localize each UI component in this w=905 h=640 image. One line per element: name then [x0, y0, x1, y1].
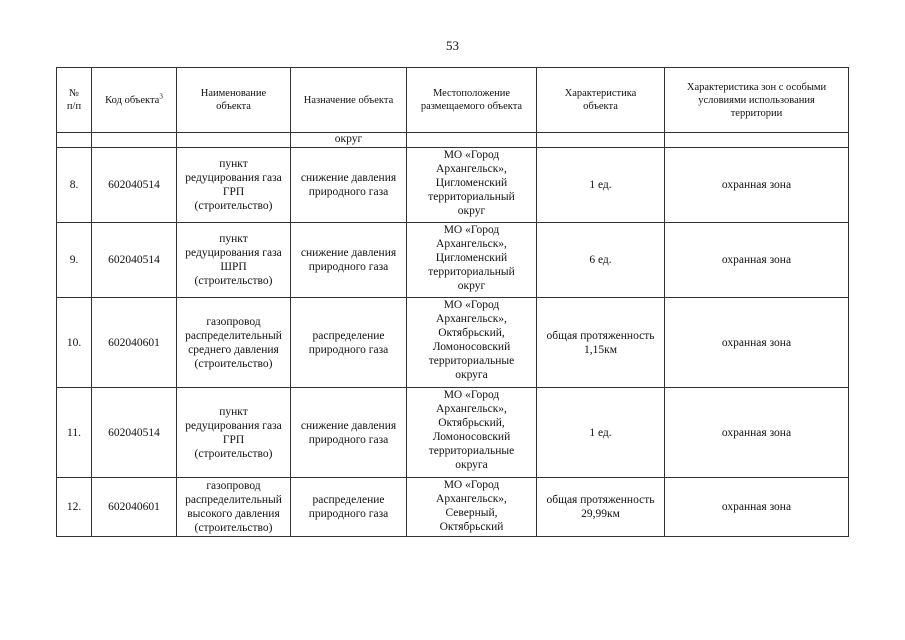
- cell-location: округ: [291, 133, 407, 148]
- cell-purpose: снижение давления природного газа: [291, 148, 407, 223]
- cell-num: 10.: [57, 298, 92, 388]
- cell-code: 602040601: [92, 478, 177, 537]
- header-code-footnote: 3: [159, 92, 163, 100]
- header-characteristic: Характеристика объекта: [537, 68, 665, 133]
- cell-empty: [177, 133, 291, 148]
- table-row: [57, 223, 849, 298]
- header-code: [92, 68, 177, 133]
- table-row: [57, 148, 849, 223]
- cell-location: МО «Город Архангельск», Цигломенский территориальный округ: [407, 223, 537, 298]
- table-row: [57, 478, 849, 537]
- cell-name: пункт редуцирования газа ГРП (строительство): [177, 388, 291, 478]
- cell-location: МО «Город Архангельск», Октябрьский, Ломоносовский территориальные округа: [407, 298, 537, 388]
- page-number: 53: [446, 38, 459, 53]
- cell-num: 12.: [57, 478, 92, 537]
- header-purpose: Назначение объекта: [291, 68, 407, 133]
- table-row-continuation: [57, 133, 849, 148]
- cell-location: МО «Город Архангельск», Цигломенский территориальный округ: [407, 148, 537, 223]
- cell-zone: охранная зона: [665, 223, 849, 298]
- cell-name: газопровод распределительный среднего давления (строительство): [177, 298, 291, 388]
- table-row: [57, 388, 849, 478]
- cell-name: пункт редуцирования газа ГРП (строительство): [177, 148, 291, 223]
- cell-empty: [537, 133, 665, 148]
- cell-code: 602040514: [92, 223, 177, 298]
- cell-code: 602040601: [92, 298, 177, 388]
- objects-table: [56, 67, 849, 537]
- cell-empty: [92, 133, 177, 148]
- cell-purpose: распределение природного газа: [291, 298, 407, 388]
- cell-empty: [57, 133, 92, 148]
- cell-characteristic: 1 ед.: [537, 388, 665, 478]
- cell-location: МО «Город Архангельск», Октябрьский, Ломоносовский территориальные округа: [407, 388, 537, 478]
- cell-code: 602040514: [92, 148, 177, 223]
- cell-zone: охранная зона: [665, 478, 849, 537]
- cell-characteristic: общая протяженность 29,99км: [537, 478, 665, 537]
- header-zone: Характеристика зон с особыми условиями использования территории: [665, 68, 849, 133]
- cell-empty: [665, 133, 849, 148]
- cell-num: 11.: [57, 388, 92, 478]
- header-location: Местоположение размещаемого объекта: [407, 68, 537, 133]
- cell-characteristic: 1 ед.: [537, 148, 665, 223]
- header-num: № п/п: [57, 68, 92, 133]
- cell-characteristic: общая протяженность 1,15км: [537, 298, 665, 388]
- table-row: [57, 298, 849, 388]
- cell-zone: охранная зона: [665, 148, 849, 223]
- header-code-text: Код объекта: [105, 94, 160, 106]
- cell-zone: охранная зона: [665, 298, 849, 388]
- cell-code: 602040514: [92, 388, 177, 478]
- cell-zone: охранная зона: [665, 388, 849, 478]
- cell-purpose: распределение природного газа: [291, 478, 407, 537]
- cell-name: пункт редуцирования газа ШРП (строительство): [177, 223, 291, 298]
- cell-location: МО «Город Архангельск», Северный, Октябрьский: [407, 478, 537, 537]
- cell-num: 9.: [57, 223, 92, 298]
- cell-name: газопровод распределительный высокого давления (строительство): [177, 478, 291, 537]
- cell-characteristic: 6 ед.: [537, 223, 665, 298]
- header-name: Наименование объекта: [177, 68, 291, 133]
- cell-empty: [407, 133, 537, 148]
- cell-num: 8.: [57, 148, 92, 223]
- table-header-row: [57, 68, 849, 133]
- cell-purpose: снижение давления природного газа: [291, 223, 407, 298]
- cell-purpose: снижение давления природного газа: [291, 388, 407, 478]
